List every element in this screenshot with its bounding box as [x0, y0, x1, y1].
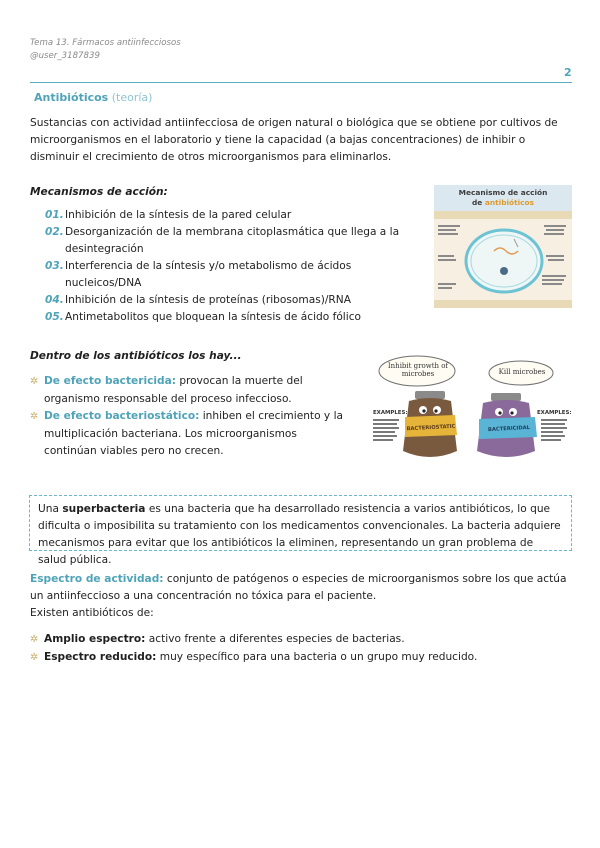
types-list — [30, 373, 350, 461]
cell-diagram — [434, 211, 572, 308]
list-item: 05. Antimetabolitos que bloquean la síntesis de ácido fólico — [45, 311, 362, 323]
figure-title: Mecanismo de acción — [458, 188, 548, 197]
sparkle-icon: ✲ — [30, 411, 39, 422]
document-topic: Tema 13. Fármacos antiinfecciosos — [30, 38, 181, 48]
intro-paragraph: Sustancias con actividad antiinfecciosa de origen natural o biológica que se obtiene por cultivos de microorganismos en el laboratorio y tiene la capacidad (a bajas concentraciones) de inhibir o disminuir el crecimiento de otros microorganismos para eliminarlos. — [30, 117, 558, 163]
spectrum-paragraph: Espectro de actividad: conjunto de patógenos o especies de microorganismos sobre los que actúa un antiinfeccioso a una concentración no tóxica para el paciente. — [30, 573, 567, 602]
list-item: 03. Interferencia de la síntesis y/o metabolismo de ácidos nucleicos/DNA — [45, 260, 352, 289]
mechanisms-heading: Mecanismos de acción: — [30, 186, 168, 198]
bactericidal-label: BACTERICIDAL — [487, 424, 531, 434]
list-item: 04. Inhibición de la síntesis de proteínas (ribosomas)/RNA — [45, 294, 351, 306]
sparkle-icon: ✲ — [30, 376, 39, 387]
bacteria-comparison-figure — [371, 355, 571, 465]
sparkle-icon: ✲ — [30, 634, 39, 645]
spectrum-list — [30, 631, 575, 666]
list-item: ✲ Amplio espectro: activo frente a diferentes especies de bacterias. — [30, 631, 575, 649]
header-divider — [30, 82, 572, 83]
author-handle: @user_3187839 — [30, 51, 100, 61]
bacteriostatic-label: BACTERIOSTATIC — [406, 423, 456, 433]
figure-subtitle: de antibióticos — [471, 198, 535, 207]
right-examples-label: EXAMPLES: — [537, 410, 572, 416]
section-title-note: (teoría) — [111, 91, 153, 104]
list-item: 02. Desorganización de la membrana citoplasmática que llega a la desintegración — [45, 226, 400, 255]
bubble-text-kill: Kill microbes — [498, 368, 546, 376]
superbacteria-callout: Una superbacteria es una bacteria que ha desarrollado resistencia a varios antibióticos, lo que dificulta o imposibilita su tratamiento con los medicamentos convencionales. La bacteria adquiere mecanismos para evitar que los antibióticos la eliminen, representando un gran problema de salud pública. — [29, 495, 572, 551]
list-item: ✲ Espectro reducido: muy específico para una bacteria o un grupo muy reducido. — [30, 649, 575, 667]
sparkle-icon: ✲ — [30, 651, 39, 663]
mechanisms-list — [45, 207, 400, 326]
section-title-main: Antibióticos — [34, 91, 109, 104]
list-item: 01. Inhibición de la síntesis de la pared celular — [45, 209, 292, 221]
section-title — [34, 91, 152, 104]
spectrum-intro: Existen antibióticos de: — [30, 607, 154, 619]
types-heading: Dentro de los antibióticos los hay... — [30, 350, 242, 362]
page-number: 2 — [564, 66, 572, 79]
left-examples-label: EXAMPLES: — [373, 410, 408, 416]
mechanism-figure — [434, 185, 572, 308]
list-item: ✲ De efecto bacteriostático: inhiben el crecimiento y la multiplicación bacteriana. Los microorganismos continúan viables pero no crecen. — [30, 408, 350, 461]
list-item: ✲ De efecto bactericida: provocan la muerte del organismo responsable del proceso infeccioso. — [30, 373, 350, 408]
bubble-text-inhibit: Inhibit growth of microbes — [387, 362, 449, 378]
